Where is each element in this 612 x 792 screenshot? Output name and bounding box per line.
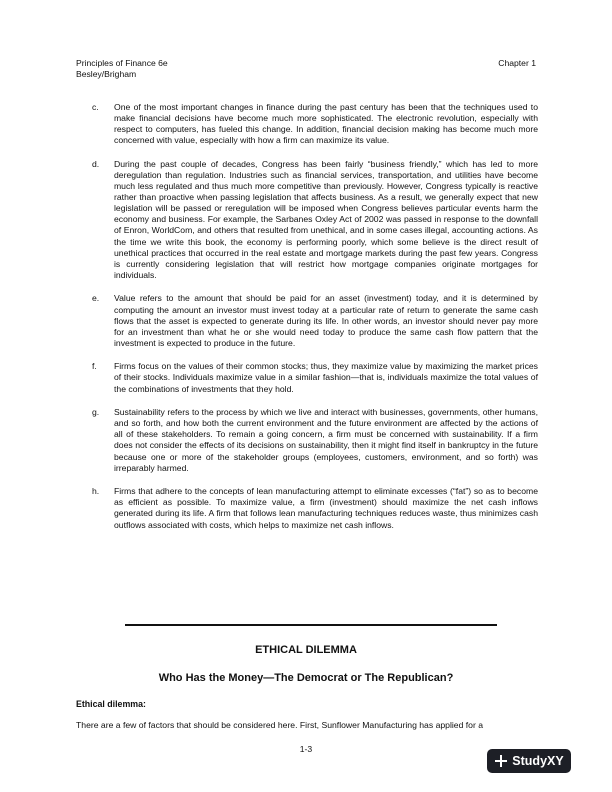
badge-label: StudyXY	[512, 754, 564, 768]
dilemma-label: Ethical dilemma:	[76, 699, 146, 709]
header-book-title: Principles of Finance 6e	[76, 58, 168, 68]
list-item-text: Value refers to the amount that should be paid for an asset (investment) today, and it is determined by computing the amount an investor must invest today at a particular rate of return to generate the same cash flows that the asset is expected to generate during its life. In other words, an investor should never pay more for an investment than what he or she would need today to produce the same cash flow pattern that the investment is expected to produce in the future.	[114, 293, 538, 348]
header-book-info	[76, 58, 168, 80]
list-item	[92, 293, 538, 348]
list-item	[92, 486, 538, 530]
list-item	[92, 102, 538, 146]
list-item	[92, 361, 538, 394]
list-item-letter: g.	[92, 407, 100, 418]
dilemma-title: Who Has the Money—The Democrat or The Republican?	[158, 672, 454, 684]
header-authors: Besley/Brigham	[76, 69, 137, 79]
list-item-text: During the past couple of decades, Congress has been fairly “business friendly,” which has led to more deregulation than regulation. Industries such as financial services, transportation, and utilities have become much less regulated and thus much more competitive than previously. However, Congress typically is reactive rather than proactive when passing legislation that affects business. As a result, we generally expect that new legislation will be passed or reregulation will be imposed when Congress believes particular events harm the economy and business. For example, the Sarbanes Oxley Act of 2002 was passed in response to the downfall of Enron, WorldCom, and others that resulted from unethical, and in some cases illegal, accounting actions. As the time we write this book, the economy is performing poorly, which some believe is the direct result of unethical practices that occurred in the real estate and mortgage markets during the past few years. Congress is currently considering legislation that will restrict how mortgage companies originate mortgages for individuals.	[114, 158, 538, 280]
list-item-letter: c.	[92, 102, 99, 112]
list-item	[92, 159, 538, 281]
list-item	[92, 407, 538, 474]
list-item-letter: e.	[92, 293, 100, 304]
list-item-text: Firms focus on the values of their common stocks; thus, they maximize value by maximizing the market prices of their stocks. Individuals maximize value in a similar fashion—that is, individuals maximize the total values of the combinations of investments that they hold.	[114, 361, 538, 394]
page-number: 1-3	[299, 744, 313, 754]
list-item-letter: f.	[92, 361, 97, 372]
list-item-letter: h.	[92, 486, 100, 497]
list-item-text: Firms that adhere to the concepts of lean manufacturing attempt to eliminate excesses (“fat”) so as to become as efficient as possible. To maximize value, a firm (investment) should maximize the net cash inflows generated during its life. A firm that follows lean manufacturing techniques reduces waste, thus minimizes cash outflows associated with costs, which helps to maximize net cash inflows.	[114, 486, 538, 530]
plus-icon	[494, 754, 508, 768]
list-item-text: Sustainability refers to the process by which we live and interact with businesses, governments, other humans, and so forth, and how both the current environment and the future environment are affected by the actions of all of these stakeholders. To remain a going concern, a firm must be concerned with sustainability. If a firm does not consider the effects of its decisions on sustainability, then it might find itself in bankruptcy in the future because one or more of the stakeholder groups (employees, customers, environment, and so forth) was irreparably harmed.	[114, 407, 538, 473]
section-title: ETHICAL DILEMMA	[255, 644, 357, 656]
header-chapter: Chapter 1	[498, 58, 536, 68]
list-item-letter: d.	[92, 158, 100, 169]
answer-list	[92, 102, 538, 543]
section-divider	[125, 624, 497, 626]
dilemma-paragraph: There are a few of factors that should be considered here. First, Sunflower Manufacturing has applied for a	[76, 720, 484, 730]
list-item-text: One of the most important changes in finance during the past century has been that the techniques used to make financial decisions have become much more sophisticated. The electronic revolution, especially with respect to computers, has fueled this change. In addition, financial decision making has become much more concerned with value, especially with how a firm can maximize its value.	[114, 102, 538, 146]
studyxy-badge[interactable]	[487, 749, 571, 773]
page-header	[76, 58, 536, 80]
